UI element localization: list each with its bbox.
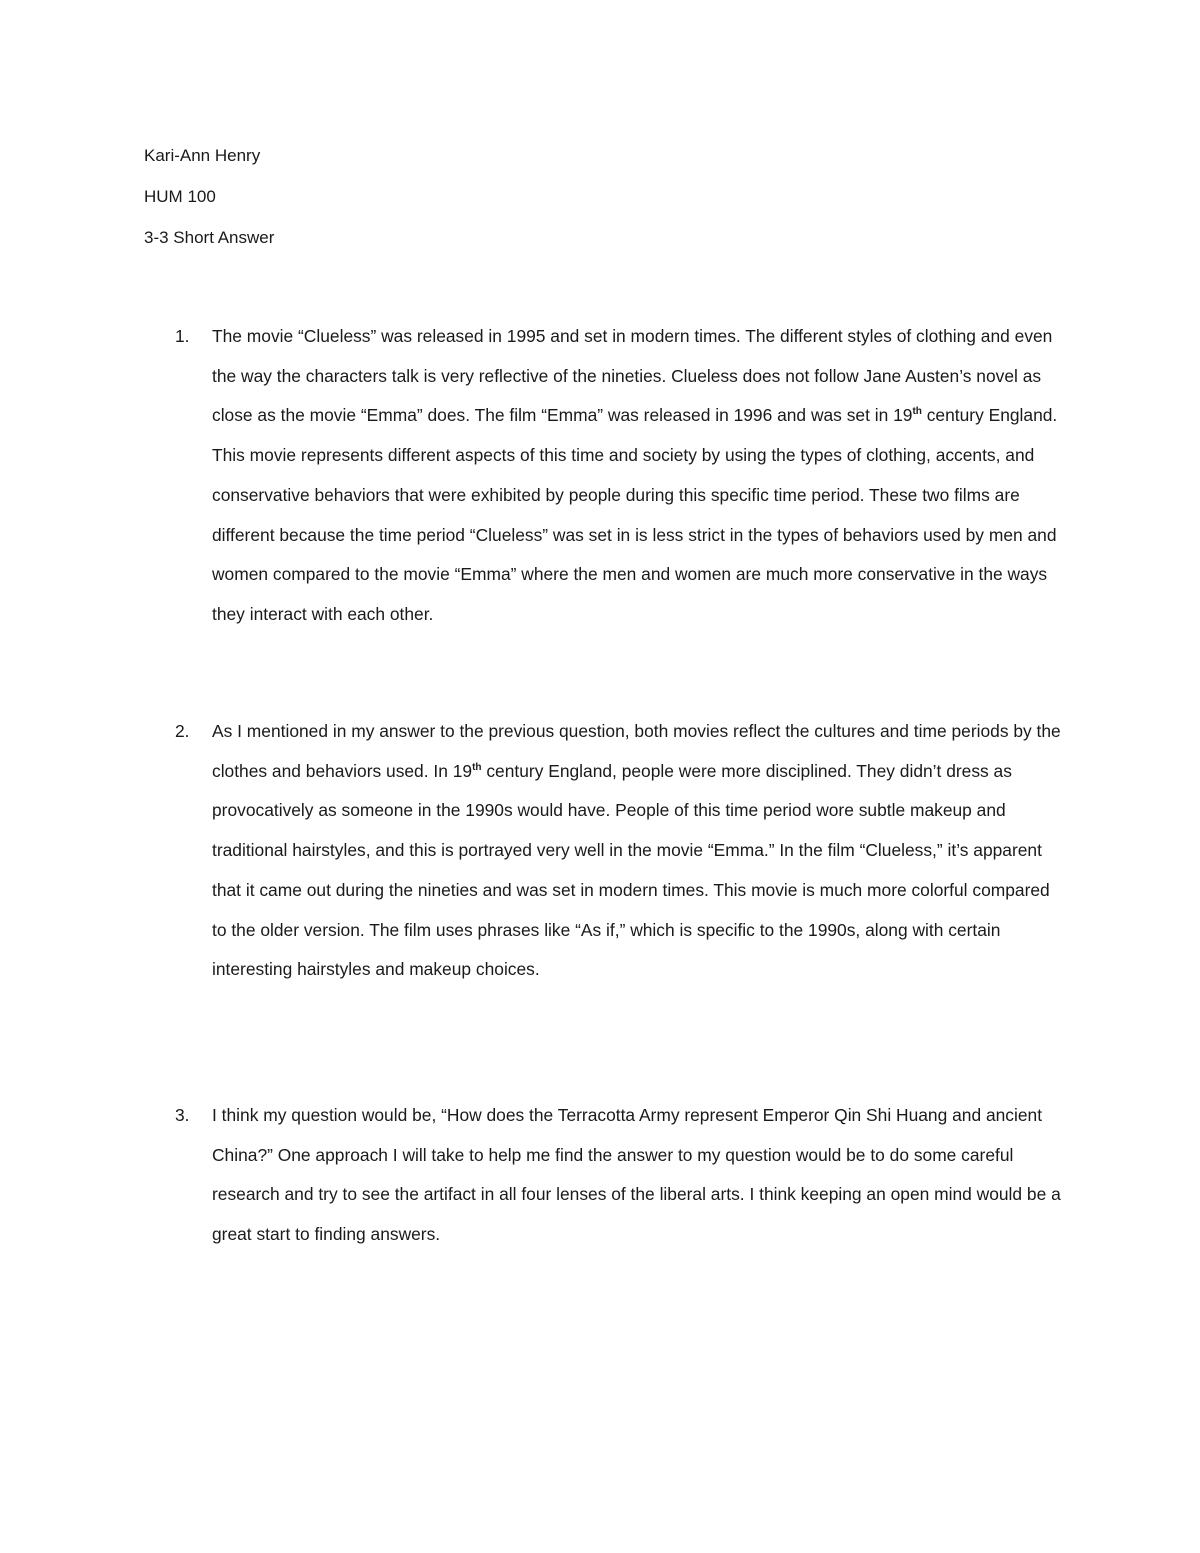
answer-2-superscript: th <box>472 761 482 773</box>
assignment-title: 3-3 Short Answer <box>144 228 275 247</box>
answer-1 <box>144 317 1064 635</box>
answer-2-number: 2. <box>175 721 190 741</box>
answer-2-text-part1: As I mentioned in my answer to the previous question, both movies reflect the cultures and time periods by the clothes and behaviors used. In 19 <box>212 721 1061 781</box>
answer-1-text-part2: century England. This movie represents different aspects of this time and society by using the types of clothing, accents, and conservative behaviors that were exhibited by people during this specific time period. These two films are different because the time period “Clueless” was set in is less strict in the types of behaviors used by men and women compared to the movie “Emma” where the men and women are much more conservative in the ways they interact with each other. <box>212 405 1058 624</box>
answer-1-superscript: th <box>912 406 922 418</box>
answer-1-text-part1: The movie “Clueless” was released in 1995 and set in modern times. The different styles of clothing and even the way the characters talk is very reflective of the nineties. Clueless does not follow Jane Austen’s novel as close as the movie “Emma” does. The film “Emma” was released in 1996 and was set in 19 <box>212 326 1053 426</box>
answer-2-text-part2: century England, people were more disciplined. They didn’t dress as provocatively as someone in the 1990s would have. People of this time period wore subtle makeup and traditional hairstyles, and this is portrayed very well in the movie “Emma.” In the film “Clueless,” it’s apparent that it came out during the nineties and was set in modern times. This movie is much more colorful compared to the older version. The film uses phrases like “As if,” which is specific to the 1990s, along with certain interesting hairstyles and makeup choices. <box>212 760 1050 980</box>
answer-3-number: 3. <box>175 1105 190 1125</box>
answer-1-number: 1. <box>175 326 190 346</box>
answer-2-text <box>212 712 1064 990</box>
author-name: Kari-Ann Henry <box>144 146 261 165</box>
answer-2 <box>144 712 1064 990</box>
answer-3-text: I think my question would be, “How does the Terracotta Army represent Emperor Qin Shi Huang and ancient China?” One approach I will take to help me find the answer to my question would be to do some careful research and try to see the artifact in all four lenses of the liberal arts. I think keeping an open mind would be a great start to finding answers. <box>212 1105 1061 1245</box>
answer-1-text <box>212 317 1064 635</box>
answer-3 <box>144 1096 1064 1255</box>
course-code: HUM 100 <box>144 187 216 206</box>
